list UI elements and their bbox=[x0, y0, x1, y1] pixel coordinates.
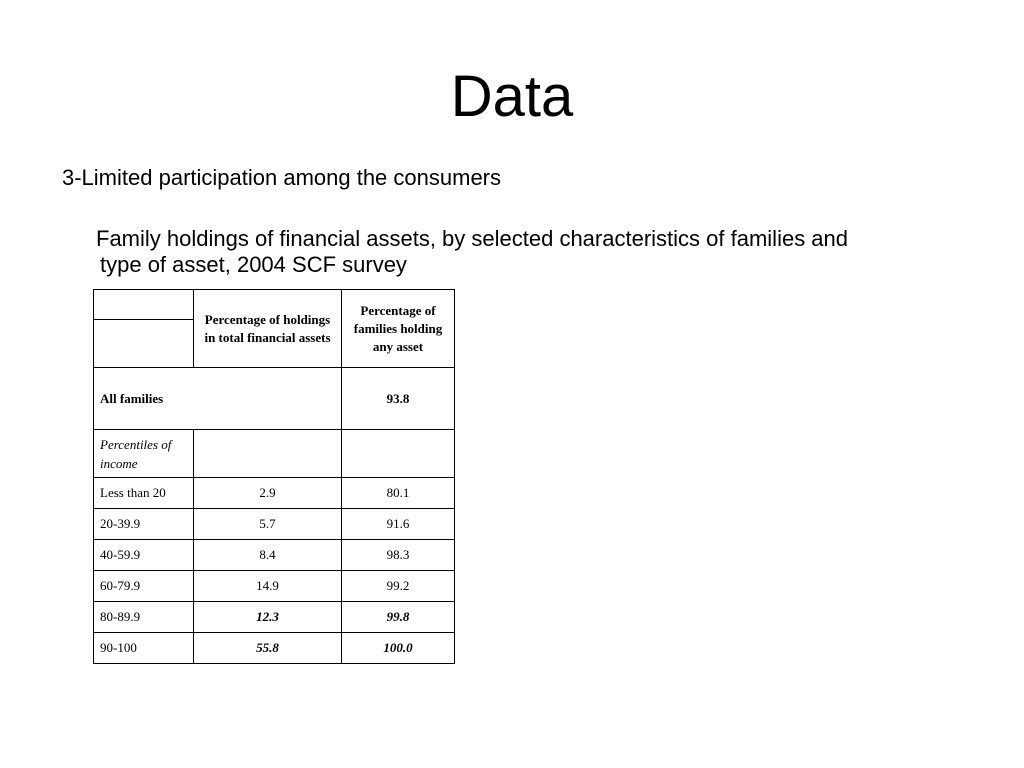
row-holdings-value: 14.9 bbox=[194, 571, 342, 602]
table-row bbox=[94, 509, 455, 540]
row-label: 90-100 bbox=[94, 633, 194, 664]
row-holdings-value: 5.7 bbox=[194, 509, 342, 540]
row-families-value: 99.2 bbox=[342, 571, 455, 602]
table-row bbox=[94, 540, 455, 571]
percentiles-empty-cell-families bbox=[342, 430, 455, 478]
percentiles-section-row bbox=[94, 430, 455, 478]
row-label: 20-39.9 bbox=[94, 509, 194, 540]
table-row bbox=[94, 478, 455, 509]
all-families-families-value: 93.8 bbox=[342, 368, 455, 430]
row-label: 40-59.9 bbox=[94, 540, 194, 571]
table-row bbox=[94, 602, 455, 633]
row-label: Less than 20 bbox=[94, 478, 194, 509]
header-holdings-percentage: Percentage of holdings in total financial assets bbox=[194, 290, 342, 368]
slide-subtitle: 3-Limited participation among the consumers bbox=[62, 165, 502, 190]
row-families-value: 99.8 bbox=[342, 602, 455, 633]
table-caption bbox=[96, 226, 996, 278]
percentiles-empty-cell-holdings bbox=[194, 430, 342, 478]
header-families-percentage: Percentage of families holding any asset bbox=[342, 290, 455, 368]
row-label: 80-89.9 bbox=[94, 602, 194, 633]
header-row-top bbox=[94, 290, 455, 320]
row-holdings-value: 12.3 bbox=[194, 602, 342, 633]
header-empty-cell-top bbox=[94, 290, 194, 320]
all-families-row bbox=[94, 368, 455, 430]
row-families-value: 98.3 bbox=[342, 540, 455, 571]
row-label: 60-79.9 bbox=[94, 571, 194, 602]
table-row bbox=[94, 633, 455, 664]
slide-title: Data bbox=[450, 64, 574, 129]
row-holdings-value: 8.4 bbox=[194, 540, 342, 571]
row-families-value: 80.1 bbox=[342, 478, 455, 509]
all-families-label: All families bbox=[94, 368, 342, 430]
row-families-value: 91.6 bbox=[342, 509, 455, 540]
caption-line-2: type of asset, 2004 SCF survey bbox=[100, 252, 407, 277]
caption-line-1: Family holdings of financial assets, by selected characteristics of families and bbox=[96, 226, 849, 251]
row-holdings-value: 2.9 bbox=[194, 478, 342, 509]
table-row bbox=[94, 571, 455, 602]
row-holdings-value: 55.8 bbox=[194, 633, 342, 664]
header-empty-cell-bottom bbox=[94, 320, 194, 368]
row-families-value: 100.0 bbox=[342, 633, 455, 664]
financial-assets-table bbox=[93, 289, 455, 664]
percentiles-section-label: Percentiles of income bbox=[94, 430, 194, 478]
